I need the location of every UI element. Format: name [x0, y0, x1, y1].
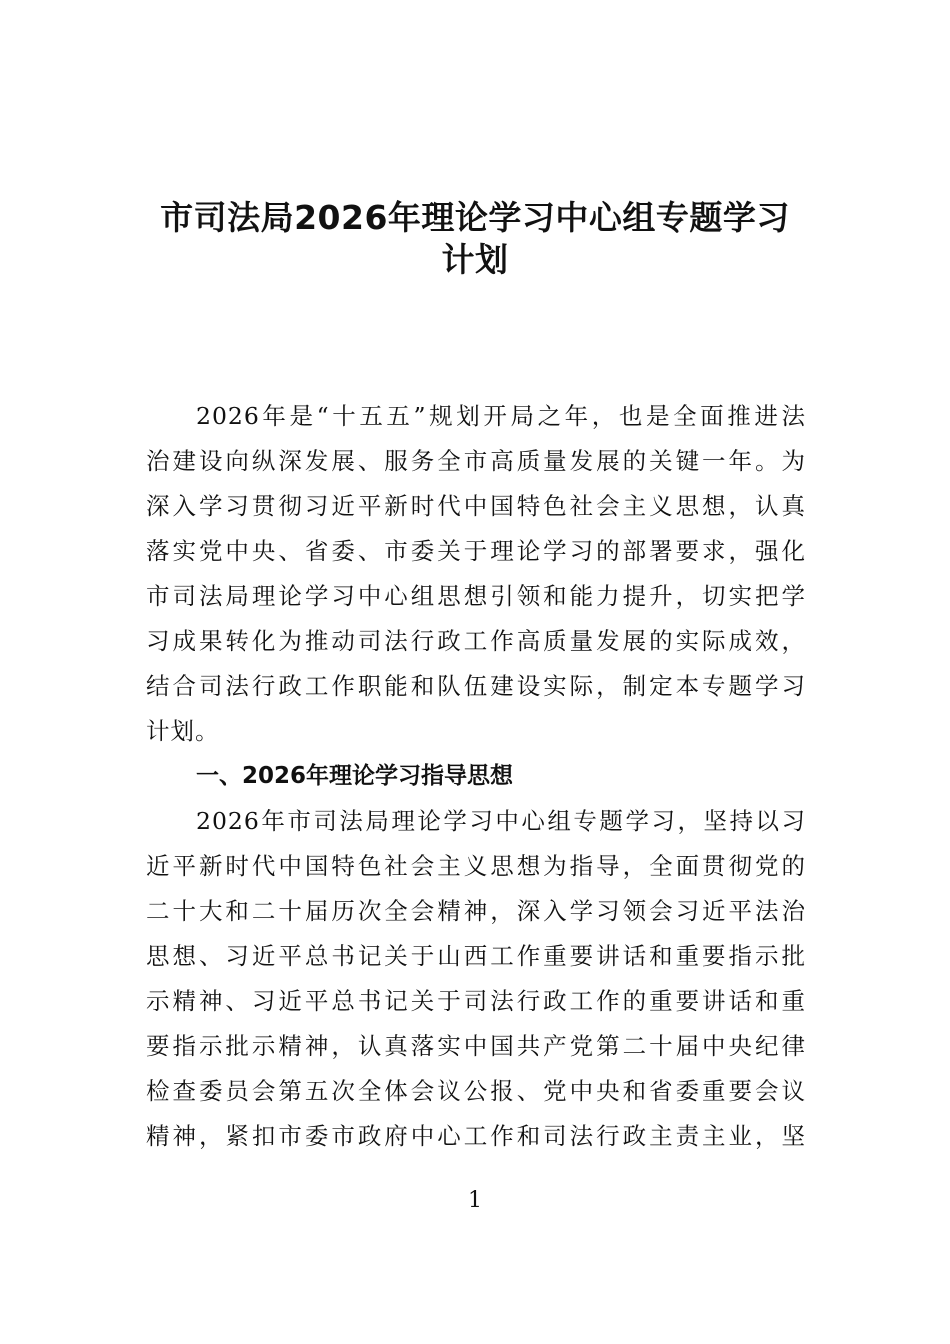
- paragraph-line: 结合司法行政工作职能和队伍建设实际，制定本专题学习: [146, 672, 806, 700]
- paragraph-line: 习成果转化为推动司法行政工作高质量发展的实际成效，: [146, 627, 806, 655]
- document-title-line-1: 市司法局2026年理论学习中心组专题学习: [160, 198, 790, 237]
- paragraph-line: 治建设向纵深发展、服务全市高质量发展的关键一年。为: [146, 447, 806, 475]
- paragraph-line: 要指示批示精神，认真落实中国共产党第二十届中央纪律: [146, 1032, 806, 1060]
- paragraph-line: 示精神、习近平总书记关于司法行政工作的重要讲话和重: [146, 987, 806, 1015]
- paragraph-line: 检查委员会第五次全体会议公报、党中央和省委重要会议: [146, 1077, 806, 1105]
- paragraph-line: 市司法局理论学习中心组思想引领和能力提升，切实把学: [146, 582, 806, 610]
- page-number: 1: [468, 1188, 482, 1213]
- paragraph-line: 精神，紧扣市委市政府中心工作和司法行政主责主业，坚: [146, 1122, 806, 1150]
- paragraph-line: 落实党中央、省委、市委关于理论学习的部署要求，强化: [146, 537, 806, 565]
- paragraph-line: 计划。: [146, 717, 220, 745]
- paragraph-line: 思想、习近平总书记关于山西工作重要讲话和重要指示批: [146, 942, 806, 970]
- paragraph-line: 2026年市司法局理论学习中心组专题学习，坚持以习: [196, 807, 806, 835]
- paragraph-line: 深入学习贯彻习近平新时代中国特色社会主义思想，认真: [146, 492, 806, 520]
- section-heading: 一、2026年理论学习指导思想: [196, 763, 514, 789]
- paragraph-line: 近平新时代中国特色社会主义思想为指导，全面贯彻党的: [146, 852, 806, 880]
- paragraph-line: 2026年是“十五五”规划开局之年，也是全面推进法: [196, 402, 806, 430]
- document-title-line-2: 计划: [441, 240, 509, 279]
- paragraph-line: 二十大和二十届历次全会精神，深入学习领会习近平法治: [146, 897, 806, 925]
